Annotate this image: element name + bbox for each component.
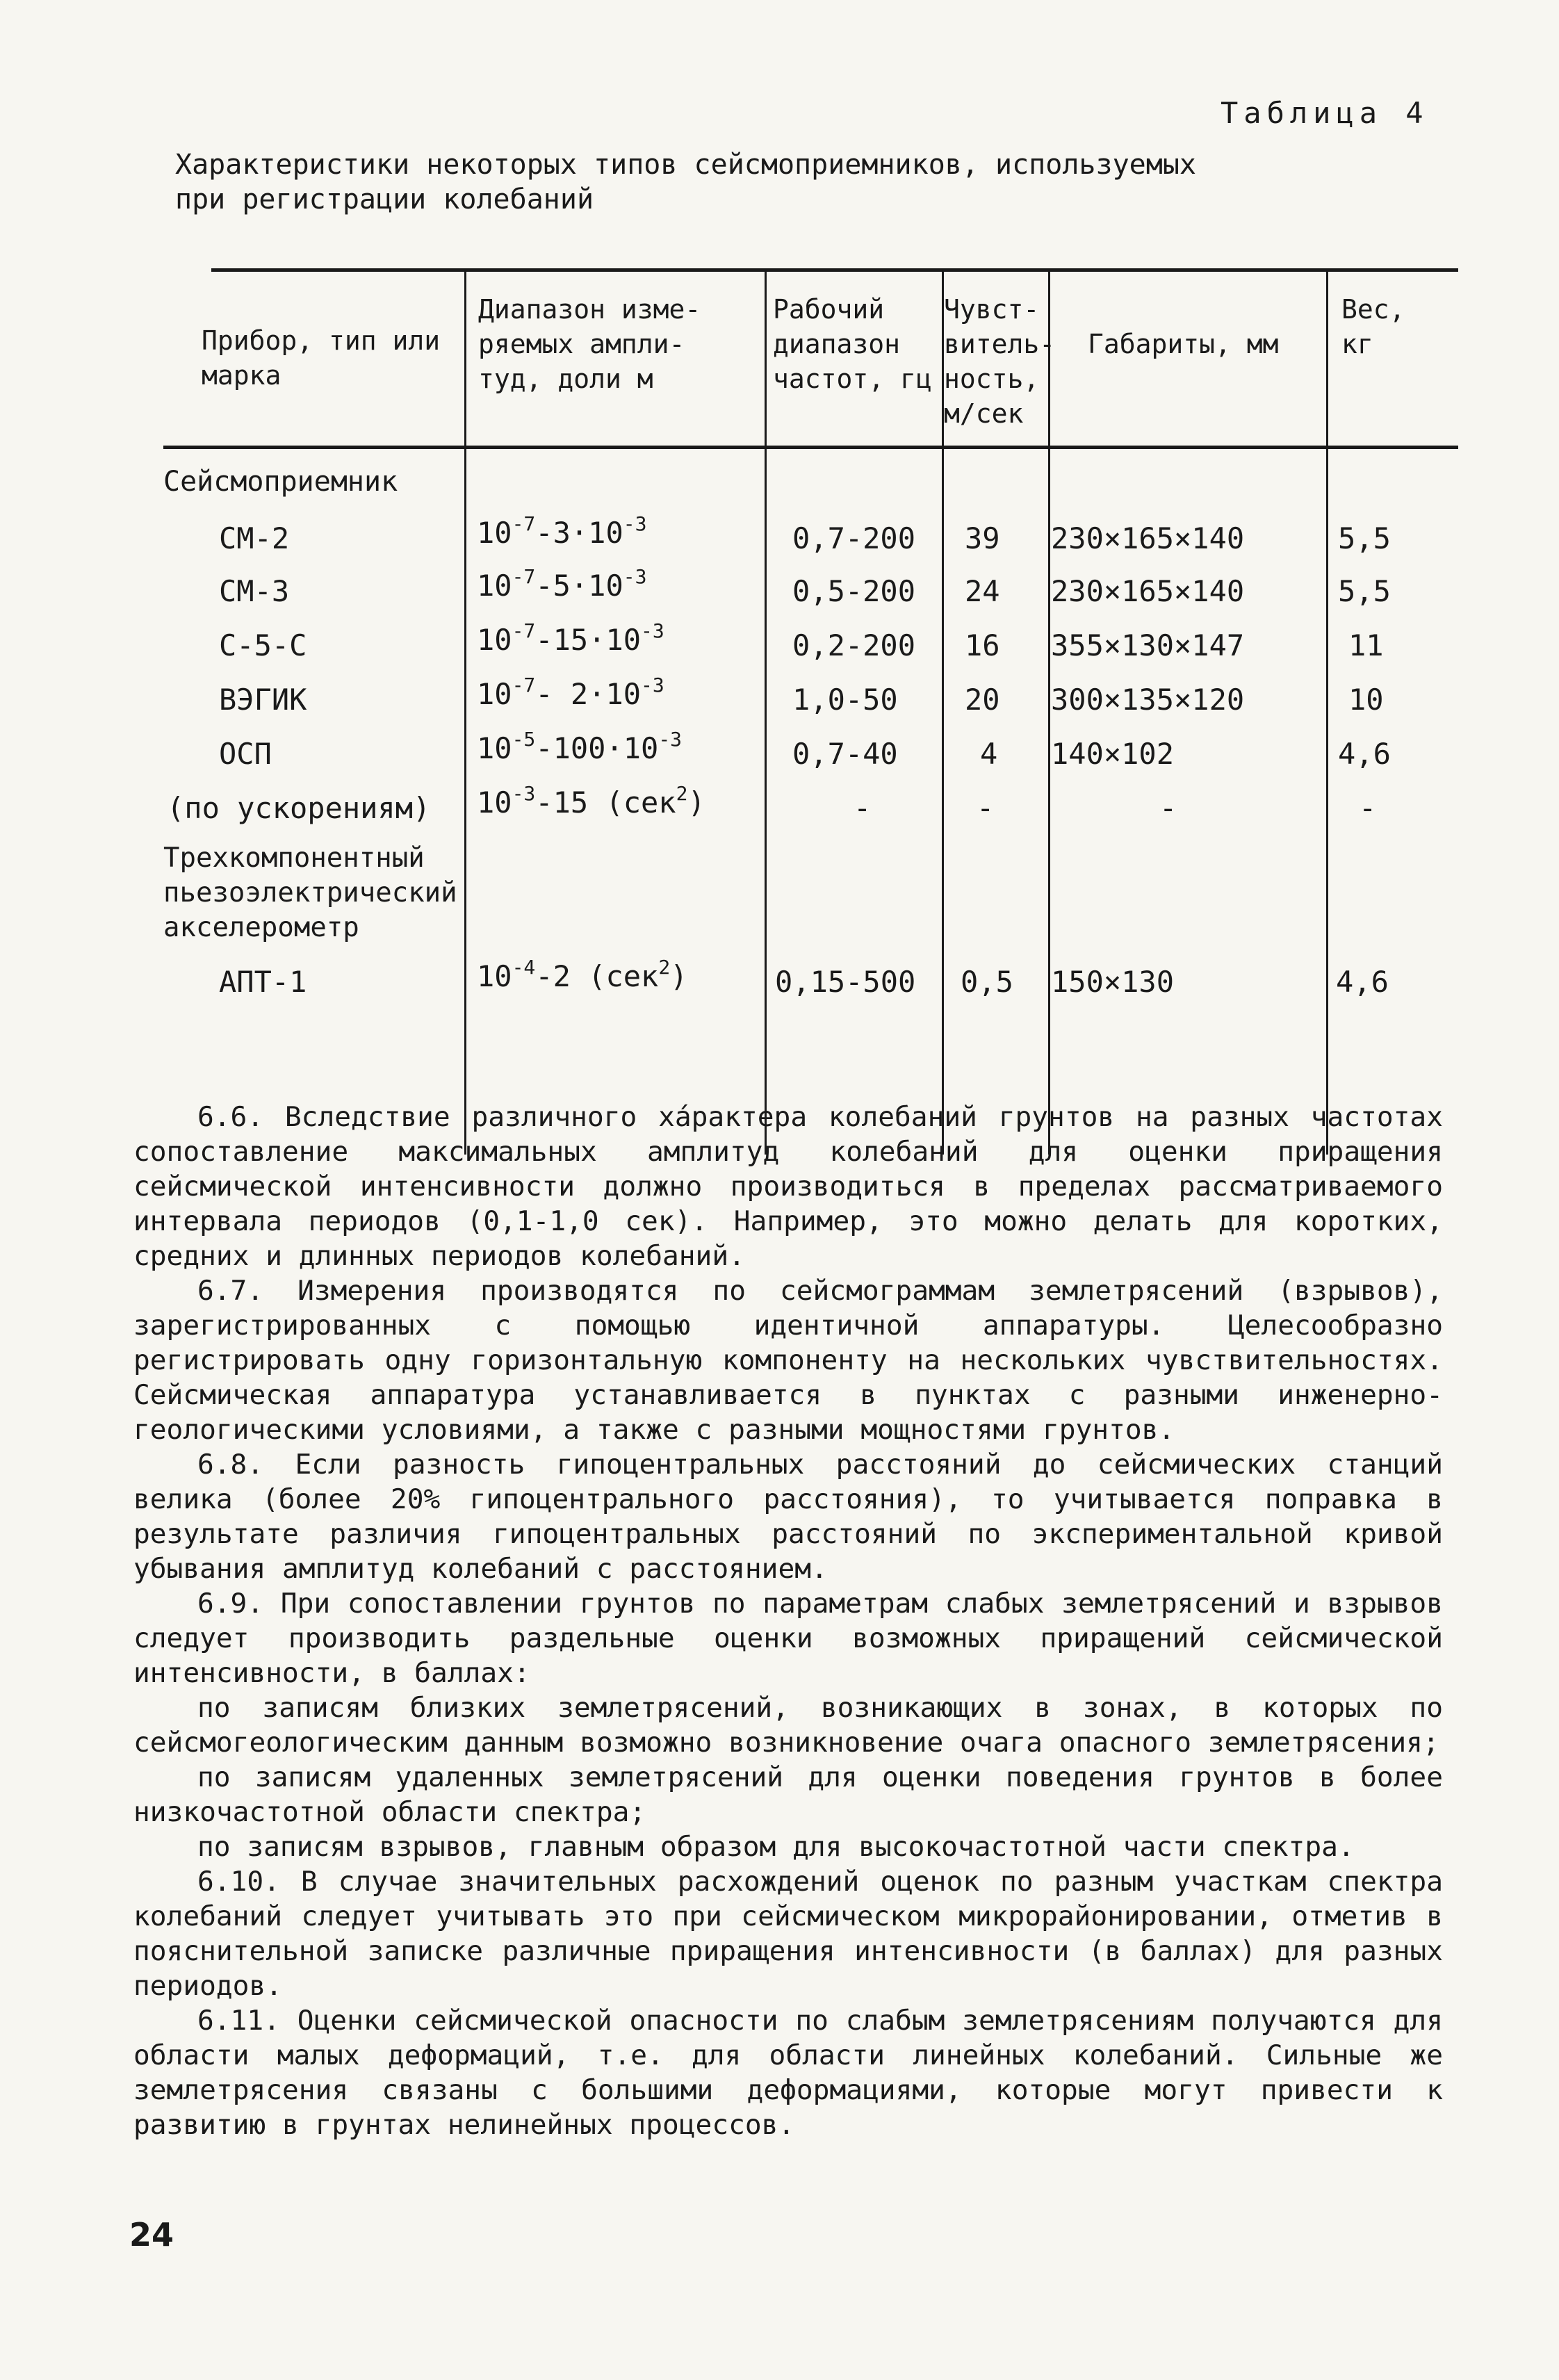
range-base: 10: [477, 623, 512, 657]
header-device: [202, 323, 440, 393]
range-exp: -3: [641, 674, 664, 696]
cell-frequency: 0,7-200: [792, 521, 916, 555]
table-top-rule: [211, 268, 1458, 272]
range-exp: -7: [512, 674, 536, 696]
col-divider: [1326, 270, 1328, 446]
range-exp: -3: [512, 782, 536, 805]
range-close: ): [670, 959, 688, 993]
cell-sensitivity: 39: [965, 521, 1000, 555]
section-label-line: пьезоэлектрический: [163, 877, 457, 908]
header-line: витель-: [944, 329, 1056, 359]
cell-device: СМ-3: [219, 574, 290, 608]
cell-frequency: 0,2-200: [792, 628, 916, 662]
range-exp: -4: [512, 956, 536, 979]
cell-dimensions: 355×130×147: [1051, 628, 1245, 662]
header-weight: [1341, 292, 1405, 361]
cell-device: С-5-С: [219, 628, 307, 662]
range-exp: -7: [512, 565, 536, 588]
cell-weight: 11: [1348, 628, 1384, 662]
paragraph: по записям удаленных землетрясений для оценки поведения грунтов в более низкочастотной области спектра;: [133, 1761, 1443, 1828]
cell-sensitivity: 4: [980, 737, 998, 771]
cell-range: [477, 619, 664, 657]
section-label-line: Трехкомпонентный: [163, 842, 425, 874]
header-frequency: [773, 292, 932, 396]
table-label: Таблица 4: [1221, 96, 1429, 130]
cell-device: СМ-2: [219, 521, 290, 555]
header-line: Рабочий: [773, 294, 885, 325]
header-line: кг: [1341, 329, 1373, 359]
cell-range: [477, 782, 705, 820]
cell-weight: 4,6: [1336, 965, 1389, 999]
cell-weight: 5,5: [1338, 521, 1391, 555]
paragraph: 6.10. В случае значительных расхождений оценок по разным участкам спектра колебаний следует учитывать это при сейсмическом микрорайонировании, отметив в пояснительной записке различные приращения интенсивности (в баллах) для разных периодов.: [133, 1866, 1443, 2002]
header-line: диапазон: [773, 329, 901, 359]
range-base: 10: [477, 569, 512, 603]
col-divider: [942, 447, 944, 1155]
section-label-2: [163, 841, 457, 945]
header-line: Диапазон изме-: [478, 294, 701, 325]
range-exp: -3: [658, 728, 683, 751]
cell-dimensions: 300×135×120: [1051, 683, 1245, 717]
range-base: 10: [477, 731, 512, 765]
cell-range: [477, 512, 647, 550]
cell-dimensions: 230×165×140: [1051, 521, 1245, 555]
cell-range: [477, 728, 683, 765]
paragraph: по записям взрывов, главным образом для высокочастотной части спектра.: [197, 1831, 1355, 1863]
header-line: частот, гц: [773, 364, 932, 394]
range-rest: -15·10: [535, 623, 642, 657]
page-number: 24: [129, 2216, 174, 2253]
table-title: [175, 147, 1196, 217]
cell-range: [477, 956, 688, 993]
cell-sensitivity: 20: [965, 683, 1000, 717]
cell-frequency: 0,5-200: [792, 574, 916, 608]
col-divider: [765, 447, 767, 1155]
section-label-line: акселерометр: [163, 912, 359, 943]
cell-weight: -: [1359, 791, 1377, 825]
range-exp: -7: [512, 619, 536, 642]
header-line: марка: [202, 360, 281, 391]
cell-sensitivity: 24: [965, 574, 1000, 608]
col-divider: [464, 447, 466, 1155]
cell-range: [477, 674, 664, 711]
cell-weight: 10: [1348, 683, 1384, 717]
header-line: Прибор, тип или: [202, 325, 441, 356]
range-close: ): [687, 785, 705, 820]
paragraph: по записям близких землетрясений, возникающих в зонах, в которых по сейсмогеологическим данным возможно возникновение очага опасного землетрясения;: [133, 1692, 1443, 1759]
col-divider: [765, 270, 767, 446]
table-header-rule: [163, 446, 1458, 449]
cell-weight: 5,5: [1338, 574, 1391, 608]
range-exp: -7: [512, 512, 536, 535]
cell-dimensions: 230×165×140: [1051, 574, 1245, 608]
col-divider: [1326, 447, 1328, 1155]
range-base: 10: [477, 959, 512, 993]
paragraph: 6.8. Если разность гипоцентральных расстояний до сейсмических станций велика (более 20% гипоцентрального расстояния), то учитывается поправка в результате различия гипоцентральных расстояний по экспериментальной кривой убывания амплитуд колебаний с расстоянием.: [133, 1449, 1443, 1585]
range-rest: -15 (сек: [535, 785, 676, 820]
paragraph: 6.7. Измерения производятся по сейсмограммам землетрясений (взрывов), зарегистрированных с помощью идентичной аппаратуры. Целесообразно регистрировать одну горизонтальную компоненту на нескольких чувствительностях. Сейсмическая аппаратура устанавливается в пунктах с разными инженерно-геологическими условиями, а также с разными мощностями грунтов.: [133, 1275, 1443, 1446]
col-divider: [464, 270, 466, 446]
header-line: Габариты, мм: [1088, 329, 1279, 359]
header-line: туд, доли м: [478, 364, 653, 394]
header-line: ность,: [944, 364, 1040, 394]
range-rest: -5·10: [535, 569, 623, 603]
cell-frequency: 1,0-50: [792, 683, 898, 717]
range-rest: -3·10: [535, 516, 623, 550]
range-exp: 2: [658, 956, 671, 979]
cell-weight: 4,6: [1338, 737, 1391, 771]
header-sensitivity: [944, 292, 1055, 431]
range-base: 10: [477, 785, 512, 820]
range-exp: -3: [623, 512, 647, 535]
cell-dimensions: 150×130: [1051, 965, 1175, 999]
range-rest: -2 (сек: [535, 959, 659, 993]
body-text: [133, 1100, 1443, 2142]
range-rest: -100·10: [535, 731, 659, 765]
section-label: Сейсмоприемник: [163, 466, 398, 498]
header-range: [478, 292, 701, 396]
range-base: 10: [477, 516, 512, 550]
header-line: Чувст-: [944, 294, 1040, 325]
cell-sensitivity: -: [977, 791, 995, 825]
cell-device: ВЭГИК: [219, 683, 307, 717]
paragraph: 6.6. Вследствие различного ха́рактера колебаний грунтов на разных частотах сопоставление максимальных амплитуд колебаний для оценки приращения сейсмической интенсивности должно производиться в пределах рассматриваемого интервала периодов (0,1-1,0 сек). Например, это можно делать для коротких, средних и длинных периодов колебаний.: [133, 1101, 1443, 1272]
header-line: м/сек: [944, 398, 1024, 429]
col-divider: [1048, 447, 1050, 1155]
range-base: 10: [477, 677, 512, 711]
header-dimensions: [1088, 327, 1279, 361]
paragraph: 6.11. Оценки сейсмической опасности по слабым землетрясениям получаются для области малых деформаций, т.е. для области линейных колебаний. Сильные же землетрясения связаны с большими деформациями, которые могут привести к развитию в грунтах нелинейных процессов.: [133, 2005, 1443, 2141]
cell-dimensions: 140×102: [1051, 737, 1175, 771]
table-title-line: при регистрации колебаний: [175, 184, 594, 215]
cell-sensitivity: 16: [965, 628, 1000, 662]
cell-frequency: -: [854, 791, 872, 825]
cell-device: АПТ-1: [219, 965, 307, 999]
range-rest: - 2·10: [535, 677, 642, 711]
range-exp: 2: [676, 782, 688, 805]
cell-frequency: 0,7-40: [792, 737, 898, 771]
cell-dimensions: -: [1159, 791, 1177, 825]
range-exp: -5: [512, 728, 536, 751]
cell-range: [477, 565, 647, 603]
cell-device: (по ускорениям): [167, 791, 431, 825]
range-exp: -3: [641, 619, 664, 642]
cell-sensitivity: 0,5: [961, 965, 1013, 999]
table-title-line: Характеристики некоторых типов сейсмоприемников, используемых: [175, 149, 1197, 181]
header-line: ряемых ампли-: [478, 329, 685, 359]
header-line: Вес,: [1341, 294, 1405, 325]
range-exp: -3: [623, 565, 647, 588]
cell-device: ОСП: [219, 737, 272, 771]
cell-frequency: 0,15-500: [775, 965, 916, 999]
paragraph: 6.9. При сопоставлении грунтов по параметрам слабых землетрясений и взрывов следует производить раздельные оценки возможных приращений сейсмической интенсивности, в баллах:: [133, 1588, 1443, 1689]
